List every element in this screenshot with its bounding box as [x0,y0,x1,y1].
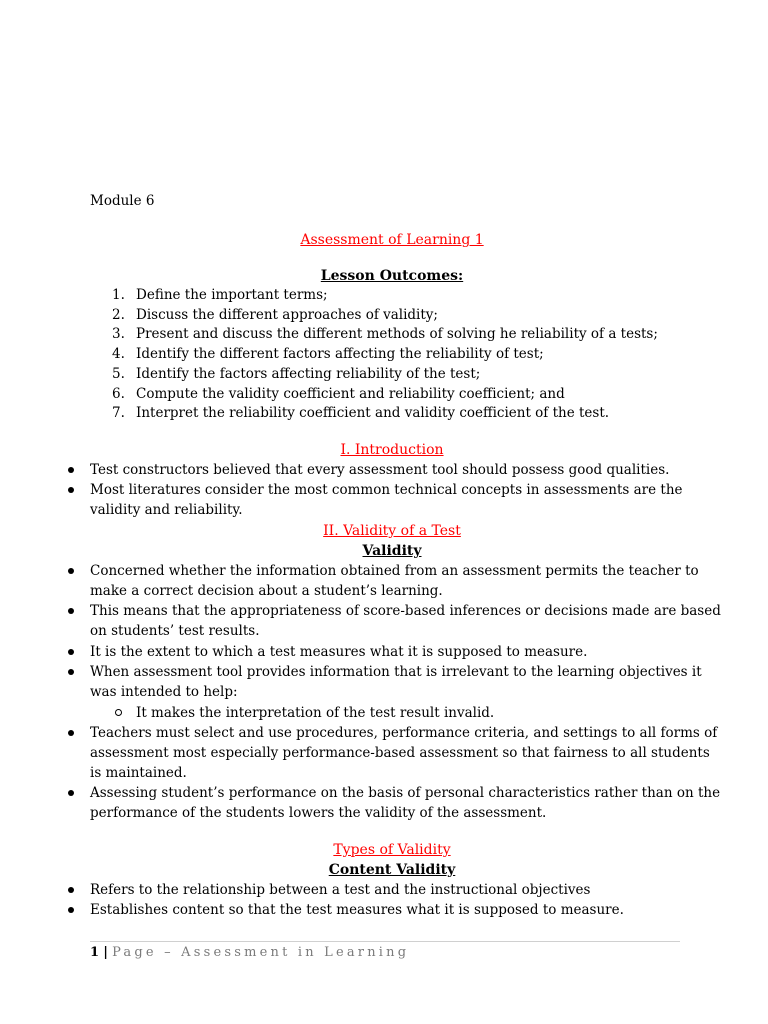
outcome-text: Identify the factors affecting reliability of the test; [136,365,481,382]
content-validity-list [60,880,724,921]
footer-text: Page – Assessment in Learning [112,945,410,960]
lesson-outcomes-list [60,286,724,424]
bullet-icon [68,669,74,675]
sub-list-item-text: It makes the interpretation of the test result invalid. [136,704,495,721]
outcome-number: 5. [112,365,125,382]
footer-page-number: 1 [90,945,100,960]
footer-divider [90,941,680,942]
outcome-text: Interpret the reliability coefficient and validity coefficient of the test. [136,405,610,422]
list-item [60,561,724,601]
list-item-text: Test constructors believed that every assessment tool should possess good qualities. [90,461,670,478]
list-item [60,662,724,702]
list-item [60,642,724,662]
types-of-validity-heading: Types of Validity [333,841,451,858]
lesson-outcomes-heading: Lesson Outcomes: [320,268,464,284]
outcome-item [60,385,724,405]
outcome-number: 4. [112,346,125,363]
outcome-item [60,306,724,326]
list-item-text: It is the extent to which a test measures what it is supposed to measure. [90,643,588,660]
outcome-number: 1. [112,287,125,303]
list-item-text: Most literatures consider the most common technical concepts in assessments are the validity and reliability. [90,482,683,519]
introduction-heading: I. Introduction [340,441,444,458]
list-item-text: Refers to the relationship between a test and the instructional objectives [90,881,591,898]
outcome-item [60,404,724,424]
outcome-text: Discuss the different approaches of validity; [136,306,438,323]
outcome-item [60,286,724,306]
outcome-number: 6. [112,385,125,402]
list-item [60,723,724,783]
bullet-icon [68,887,74,893]
list-item-text: Concerned whether the information obtained from an assessment permits the teacher to make a correct decision about a student’s learning. [90,562,699,599]
outcome-text: Identify the different factors affecting the reliability of test; [136,346,544,363]
bullet-icon [68,467,74,473]
outcome-text: Compute the validity coefficient and reliability coefficient; and [136,385,565,402]
list-item-text: Assessing student’s performance on the basis of personal characteristics rather than on the performance of the students lowers the validity of the assessment. [90,785,721,822]
list-item [60,900,724,920]
validity-sub-list [60,703,724,723]
validity-section-heading: II. Validity of a Test [323,522,461,539]
introduction-list [60,460,724,521]
hollow-bullet-icon [115,709,122,716]
list-item-text: Teachers must select and use procedures, performance criteria, and settings to all forms of assessment most especially performance-based assessment so that fairness to all students is maintained. [90,724,718,781]
footer-separator: | [103,945,108,960]
outcome-item [60,345,724,365]
bullet-icon [68,568,74,574]
validity-list [60,561,724,703]
list-item-text: This means that the appropriateness of score-based inferences or decisions made are based on students’ test results. [90,603,721,640]
validity-list-continued [60,723,724,824]
list-item [60,480,724,520]
outcome-text: Present and discuss the different methods of solving he reliability of a tests; [136,326,658,343]
bullet-icon [68,649,74,655]
outcome-item [60,325,724,345]
document-title: Assessment of Learning 1 [300,232,484,248]
bullet-icon [68,907,74,913]
validity-subheading: Validity [362,542,422,559]
list-item [60,460,724,480]
list-item [60,880,724,900]
bullet-icon [68,487,74,493]
list-item [60,783,724,823]
bullet-icon [68,730,74,736]
bullet-icon [68,608,74,614]
outcome-number: 2. [112,306,125,323]
outcome-text: Define the important terms; [136,287,328,303]
content-validity-subheading: Content Validity [328,861,456,878]
sub-list-item [60,703,724,723]
outcome-item [60,365,724,385]
outcome-number: 3. [112,326,125,343]
bullet-icon [68,790,74,796]
outcome-number: 7. [112,405,125,422]
document-body [60,230,724,921]
list-item-text: When assessment tool provides information that is irrelevant to the learning objectives it was intended to help: [90,664,702,701]
module-label: Module 6 [90,193,155,209]
page-footer [90,944,409,962]
list-item [60,601,724,641]
list-item-text: Establishes content so that the test measures what it is supposed to measure. [90,902,624,919]
